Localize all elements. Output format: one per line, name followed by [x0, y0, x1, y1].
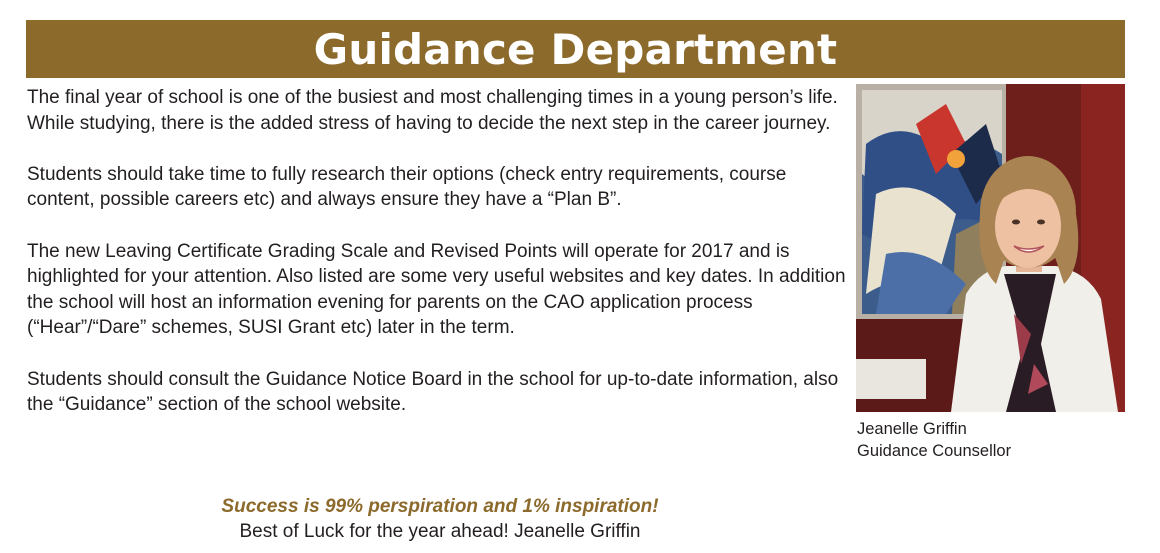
- paragraph: Students should take time to fully research their options (check entry requirements, course content, possible careers etc) and always ensure they have a “Plan B”.: [27, 163, 787, 211]
- closing-quote: Success is 99% perspiration and 1% inspiration!: [221, 496, 659, 517]
- closing-section: [140, 494, 740, 544]
- closing-signoff: Best of Luck for the year ahead! Jeanelle Griffin: [239, 521, 641, 542]
- counsellor-photo: [856, 84, 1125, 412]
- portrait-illustration: [856, 84, 1125, 412]
- caption-name: Jeanelle Griffin: [857, 420, 967, 438]
- paragraph: The final year of school is one of the busiest and most challenging times in a young person’s life. While studying, there is the added stress of having to decide the next step in the career journey.: [27, 87, 838, 134]
- article-body: [27, 85, 852, 443]
- paragraph: The new Leaving Certificate Grading Scale and Revised Points will operate for 2017 and is highlighted for your attention. Also listed are some very useful websites and key dates. In addition the school will host an information evening for parents on the CAO application process (“Hear”/“Dare” schemes, SUSI Grant etc) later in the term.: [27, 240, 846, 339]
- caption-role: Guidance Counsellor: [857, 442, 1012, 460]
- header-banner: [26, 20, 1125, 78]
- paragraph: Students should consult the Guidance Notice Board in the school for up-to-date information, also the “Guidance” section of the school website.: [27, 368, 839, 416]
- photo-caption: [857, 418, 1011, 462]
- page-title: Guidance Department: [313, 25, 838, 74]
